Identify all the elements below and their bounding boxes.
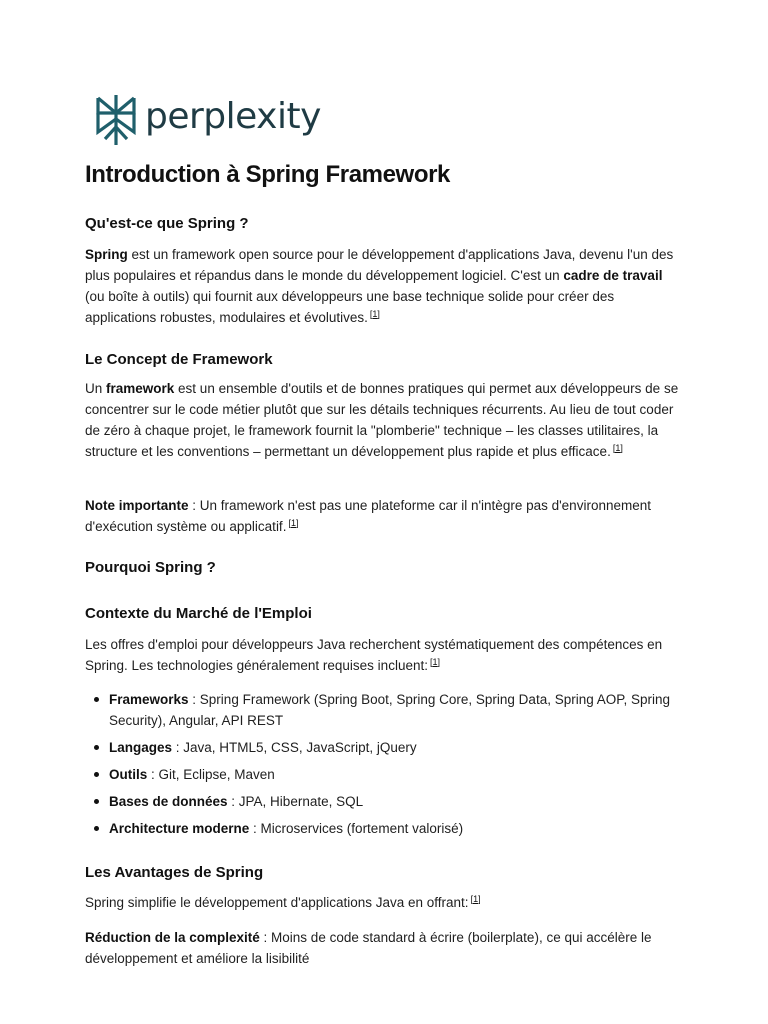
citation-link[interactable]: [1]: [369, 308, 380, 319]
text-run: Un: [85, 381, 107, 396]
citation-link[interactable]: [1]: [612, 442, 623, 453]
paragraph-important-note: [85, 495, 685, 537]
brand-name: perplexity: [145, 96, 321, 137]
skills-list: [85, 689, 685, 845]
list-item-label: Outils: [109, 767, 148, 782]
paragraph-advantages-intro: [85, 892, 685, 913]
list-item: [85, 737, 685, 758]
heading-what-is-spring: Qu'est-ce que Spring ?: [85, 215, 249, 232]
list-item-label: Architecture moderne: [109, 821, 250, 836]
heading-job-market: Contexte du Marché de l'Emploi: [85, 605, 312, 622]
paragraph-complexity-reduction: [85, 927, 685, 969]
bold-text: Spring: [85, 247, 128, 262]
list-item: [85, 689, 685, 731]
list-item-label: Frameworks: [109, 692, 189, 707]
heading-why-spring: Pourquoi Spring ?: [85, 559, 216, 576]
bold-text: framework: [106, 381, 175, 396]
bold-text: cadre de travail: [563, 268, 663, 283]
list-item-text: : Git, Eclipse, Maven: [147, 767, 275, 782]
text-run: : Un framework n'est pas une plateforme car il n'intègre pas d'environnement d'exécution système ou applicatif.: [85, 498, 651, 534]
text-run: est un ensemble d'outils et de bonnes pratiques qui permet aux développeurs de se concentrer sur le code métier plutôt que sur les détails techniques récurrents. Au lieu de tout coder de zéro à chaque projet, le framework fournit la "plomberie" technique – les classes utilitaires, la structure et les conventions – permettant un développement plus rapide et plus efficace.: [85, 381, 679, 459]
text-run: (ou boîte à outils) qui fournit aux développeurs une base technique solide pour créer des applications robustes, modulaires et évolutives.: [85, 289, 615, 325]
paragraph-framework-definition: [85, 378, 685, 462]
list-item: [85, 764, 685, 785]
text-run: : Moins de code standard à écrire (boilerplate), ce qui accélère le développement et améliore la lisibilité: [85, 930, 652, 966]
list-item: [85, 818, 685, 839]
list-item-text: : Spring Framework (Spring Boot, Spring Core, Spring Data, Spring AOP, Spring Security), Angular, API REST: [109, 692, 671, 728]
list-item-text: : Java, HTML5, CSS, JavaScript, jQuery: [172, 740, 417, 755]
list-item-label: Langages: [109, 740, 173, 755]
paragraph-spring-intro: [85, 244, 685, 328]
heading-framework-concept: Le Concept de Framework: [85, 351, 273, 368]
bold-text: Réduction de la complexité: [85, 930, 260, 945]
text-run: Spring simplifie le développement d'applications Java en offrant:: [85, 895, 469, 910]
text-run: est un framework open source pour le développement d'applications Java, devenu l'un des plus populaires et répandus dans le monde du développement logiciel. C'est un: [85, 247, 674, 283]
text-run: Les offres d'emploi pour développeurs Java recherchent systématiquement des compétences en Spring. Les technologies généralement requises incluent:: [85, 637, 663, 673]
heading-spring-advantages: Les Avantages de Spring: [85, 864, 264, 881]
document-title: Introduction à Spring Framework: [85, 161, 450, 188]
list-item-text: : Microservices (fortement valorisé): [249, 821, 464, 836]
paragraph-job-market: [85, 634, 685, 676]
brand-logo: [95, 94, 321, 146]
list-item: [85, 791, 685, 812]
citation-link[interactable]: [1]: [429, 656, 440, 667]
list-item-text: : JPA, Hibernate, SQL: [227, 794, 364, 809]
perplexity-logo-icon: [95, 94, 137, 146]
citation-link[interactable]: [1]: [288, 517, 299, 528]
bold-text: Note importante: [85, 498, 189, 513]
list-item-label: Bases de données: [109, 794, 228, 809]
citation-link[interactable]: [1]: [470, 893, 481, 904]
